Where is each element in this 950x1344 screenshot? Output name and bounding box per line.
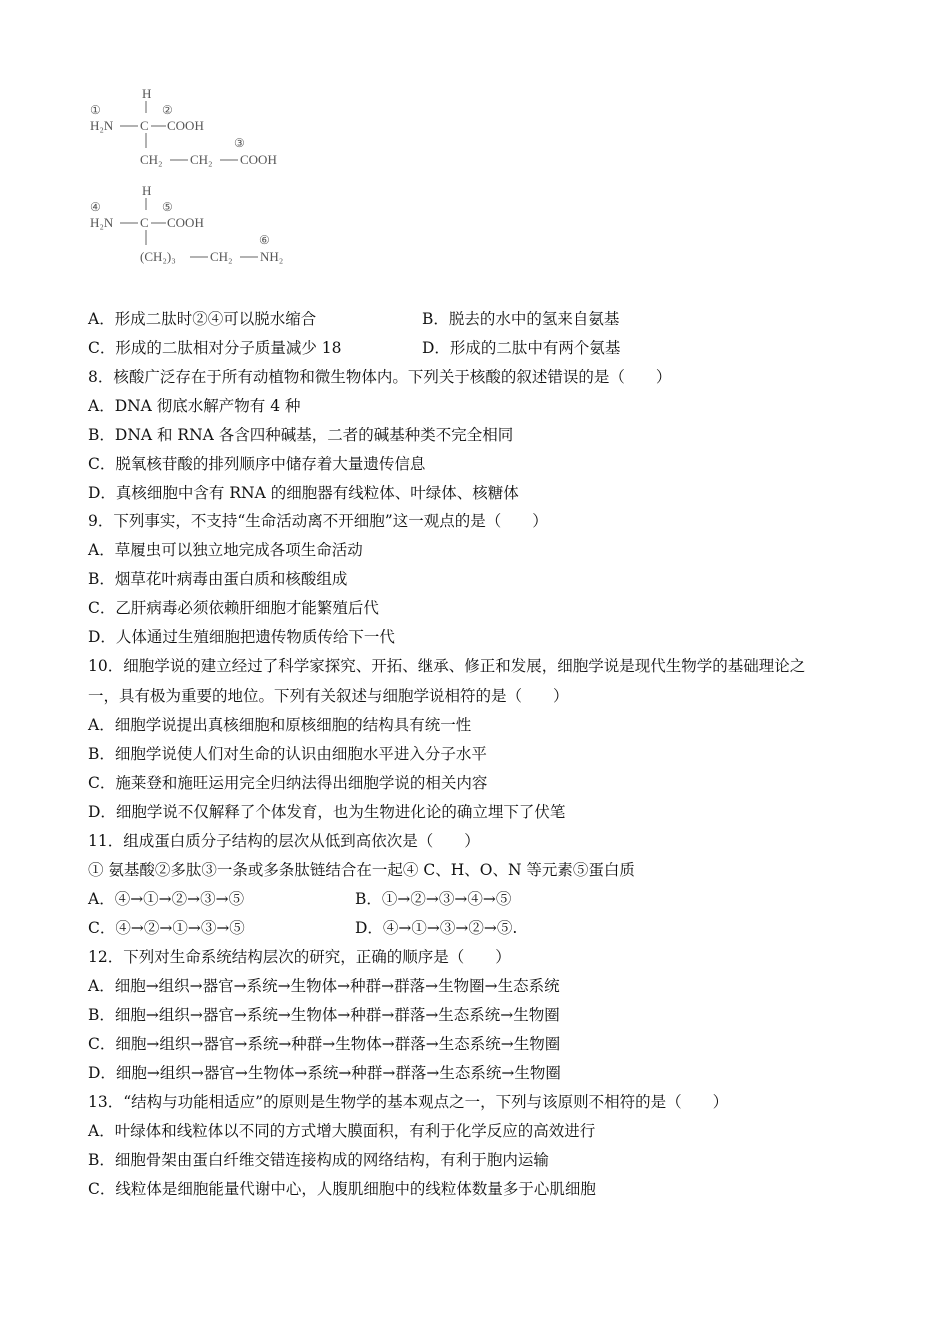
q11-option-c: C．④→②→①→③→⑤ xyxy=(88,919,245,937)
s2-carboxyl-group: COOH xyxy=(167,215,204,230)
q11-option-d: D．④→①→③→②→⑤. xyxy=(355,919,518,937)
q12-option-d: D．细胞→组织→器官→生物体→系统→种群→群落→生态系统→生物圈 xyxy=(88,1064,561,1082)
s2-side-ch2: CH₂ xyxy=(210,249,233,264)
q8-option-d: D．真核细胞中含有 RNA 的细胞器有线粒体、叶绿体、核糖体 xyxy=(88,484,519,502)
s2-label-5: ⑤ xyxy=(162,200,173,214)
q7-row-cd xyxy=(88,338,621,358)
q8-option-b: B．DNA 和 RNA 各含四种碱基，二者的碱基种类不完全相同 xyxy=(88,426,514,444)
q8-option-a: A．DNA 彻底水解产物有 4 种 xyxy=(88,397,301,415)
q9-option-c: C．乙肝病毒必须依赖肝细胞才能繁殖后代 xyxy=(88,599,379,617)
q10-stem-line2: 一，具有极为重要的地位。下列有关叙述与细胞学说相符的是（ ） xyxy=(88,687,569,705)
q11-items: ① 氨基酸②多肽③一条或多条肽链结合在一起④ C、H、O、N 等元素⑤蛋白质 xyxy=(88,861,635,879)
q8-stem: 8．核酸广泛存在于所有动植物和微生物体内。下列关于核酸的叙述错误的是（ ） xyxy=(88,368,672,386)
s2-amino-group: H₂N xyxy=(90,215,114,230)
q11-option-a: A．④→①→②→③→⑤ xyxy=(88,890,245,908)
q13-option-b: B．细胞骨架由蛋白纤维交错连接构成的网络结构，有利于胞内运输 xyxy=(88,1151,549,1169)
amino-acid-structures xyxy=(84,84,324,278)
q8-option-c: C．脱氧核苷酸的排列顺序中储存着大量遗传信息 xyxy=(88,455,426,473)
s1-h-atom: H xyxy=(142,86,152,101)
q7-option-b: B．脱去的水中的氢来自氨基 xyxy=(422,310,620,328)
q12-option-c: C．细胞→组织→器官→系统→种群→生物体→群落→生态系统→生物圈 xyxy=(88,1035,561,1053)
s2-side-amino: NH₂ xyxy=(260,249,284,264)
s2-central-carbon: C xyxy=(140,215,149,230)
structural-formula-diagram xyxy=(84,84,324,274)
s1-side-carboxyl: COOH xyxy=(240,152,277,167)
q10-stem-line1: 10．细胞学说的建立经过了科学家探究、开拓、继承、修正和发展，细胞学说是现代生物学的基础理论之 xyxy=(88,657,806,675)
s1-label-1: ① xyxy=(90,103,101,117)
s2-label-4: ④ xyxy=(90,200,101,214)
q11-stem: 11．组成蛋白质分子结构的层次从低到高依次是（ ） xyxy=(88,832,480,850)
q12-stem: 12．下列对生命系统结构层次的研究，正确的顺序是（ ） xyxy=(88,948,511,966)
q9-option-b: B．烟草花叶病毒由蛋白质和核酸组成 xyxy=(88,570,348,588)
q9-option-a: A．草履虫可以独立地完成各项生命活动 xyxy=(88,541,363,559)
q11-row-cd xyxy=(88,918,518,938)
q7-row-ab xyxy=(88,309,620,329)
q7-option-d: D．形成的二肽中有两个氨基 xyxy=(422,339,621,357)
s2-label-6: ⑥ xyxy=(259,233,270,247)
q10-option-c: C．施莱登和施旺运用完全归纳法得出细胞学说的相关内容 xyxy=(88,774,488,792)
q7-option-a: A．形成二肽时②④可以脱水缩合 xyxy=(88,310,317,328)
q9-stem: 9．下列事实，不支持“生命活动离不开细胞”这一观点的是（ ） xyxy=(88,512,548,530)
q10-option-b: B．细胞学说使人们对生命的认识由细胞水平进入分子水平 xyxy=(88,745,487,763)
s1-side-ch2-a: CH₂ xyxy=(140,152,163,167)
s1-central-carbon: C xyxy=(140,118,149,133)
q7-option-c: C．形成的二肽相对分子质量减少 18 xyxy=(88,339,342,357)
s1-label-2: ② xyxy=(162,103,173,117)
q10-option-d: D．细胞学说不仅解释了个体发育，也为生物进化论的确立埋下了伏笔 xyxy=(88,803,566,821)
s2-side-ch2-chain: (CH₂)₃ xyxy=(140,249,176,264)
s1-amino-group: H₂N xyxy=(90,118,114,133)
q13-option-c: C．线粒体是细胞能量代谢中心，人腹肌细胞中的线粒体数量多于心肌细胞 xyxy=(88,1180,596,1198)
q10-option-a: A．细胞学说提出真核细胞和原核细胞的结构具有统一性 xyxy=(88,716,472,734)
q13-option-a: A．叶绿体和线粒体以不同的方式增大膜面积，有利于化学反应的高效进行 xyxy=(88,1122,596,1140)
s1-label-3: ③ xyxy=(234,136,245,150)
s1-side-ch2-b: CH₂ xyxy=(190,152,213,167)
q12-option-a: A．细胞→组织→器官→系统→生物体→种群→群落→生物圈→生态系统 xyxy=(88,977,560,995)
s1-carboxyl-group: COOH xyxy=(167,118,204,133)
q11-row-ab xyxy=(88,889,512,909)
q13-stem: 13．“结构与功能相适应”的原则是生物学的基本观点之一，下列与该原则不相符的是（ ） xyxy=(88,1093,729,1111)
q9-option-d: D．人体通过生殖细胞把遗传物质传给下一代 xyxy=(88,628,395,646)
q12-option-b: B．细胞→组织→器官→系统→生物体→种群→群落→生态系统→生物圈 xyxy=(88,1006,560,1024)
s2-h-atom: H xyxy=(142,183,152,198)
q11-option-b: B．①→②→③→④→⑤ xyxy=(355,890,512,908)
